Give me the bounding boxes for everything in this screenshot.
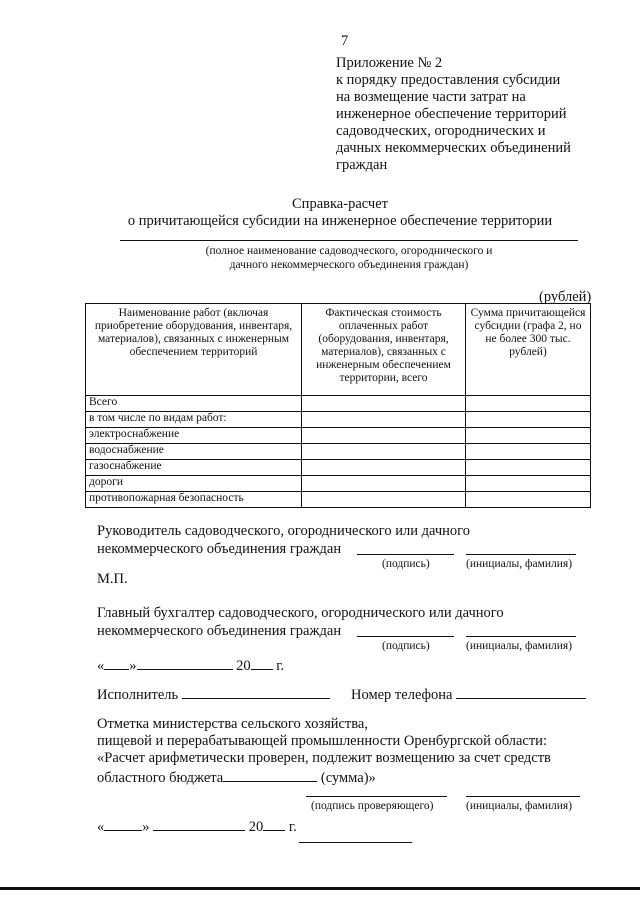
table-row xyxy=(86,476,591,492)
page-number: 7 xyxy=(341,33,349,49)
row-label: в том числе по видам работ: xyxy=(86,412,302,428)
accountant-sign-line2: некоммерческого объединения граждан xyxy=(97,623,342,639)
ministry-line3: «Расчет арифметически проверен, подлежит возмещению за счет средств xyxy=(97,750,551,766)
phone-label: Номер телефона xyxy=(351,687,453,703)
budget-label: областного бюджета xyxy=(97,770,224,786)
executor-row xyxy=(97,684,330,704)
year-prefix: 20 xyxy=(236,658,251,674)
stamp-label: М.П. xyxy=(97,571,128,587)
table-row xyxy=(86,492,591,508)
subsidy-cell[interactable] xyxy=(466,492,591,508)
appendix-line: инженерное обеспечение территорий xyxy=(336,106,567,122)
subsidy-cell[interactable] xyxy=(466,460,591,476)
cost-cell[interactable] xyxy=(302,396,466,412)
appendix-line: к порядку предоставления субсидии xyxy=(336,72,561,88)
head-sign-line2: некоммерческого объединения граждан xyxy=(97,541,342,557)
executor-label: Исполнитель xyxy=(97,687,179,703)
ministry-line4 xyxy=(97,767,376,787)
amount-field[interactable] xyxy=(223,767,317,782)
year-field[interactable] xyxy=(251,655,273,670)
org-name-line[interactable] xyxy=(120,240,578,241)
accountant-signature-field[interactable] xyxy=(357,636,454,637)
subsidy-cell[interactable] xyxy=(466,396,591,412)
signature-line[interactable] xyxy=(299,842,412,843)
row-label: газоснабжение xyxy=(86,460,302,476)
inspector-signature-field[interactable] xyxy=(306,796,447,797)
units-label: (рублей) xyxy=(539,289,592,305)
close-quote: » xyxy=(142,819,150,835)
document-subtitle: о причитающейся субсидии на инженерное обеспечение территории xyxy=(127,213,553,229)
row-label: Всего xyxy=(86,396,302,412)
cost-cell[interactable] xyxy=(302,492,466,508)
month-field[interactable] xyxy=(137,655,233,670)
open-quote: « xyxy=(97,819,105,835)
phone-row xyxy=(351,684,586,704)
year-field[interactable] xyxy=(263,816,285,831)
appendix-line: Приложение № 2 xyxy=(336,55,443,71)
head-name-caption: (инициалы, фамилия) xyxy=(466,558,573,570)
table-row xyxy=(86,412,591,428)
cost-cell[interactable] xyxy=(302,460,466,476)
month-field[interactable] xyxy=(153,816,245,831)
appendix-line: на возмещение части затрат на xyxy=(336,89,526,105)
subsidy-cell[interactable] xyxy=(466,476,591,492)
subsidy-cell[interactable] xyxy=(466,444,591,460)
ministry-line1: Отметка министерства сельского хозяйства, xyxy=(97,716,368,732)
head-sign-line1: Руководитель садоводческого, огороднического или дачного xyxy=(97,523,470,539)
phone-field[interactable] xyxy=(456,684,586,699)
appendix-line: дачных некоммерческих объединений xyxy=(336,140,571,156)
date-line-2 xyxy=(97,816,297,836)
table-row xyxy=(86,460,591,476)
row-label: электроснабжение xyxy=(86,428,302,444)
year-prefix: 20 xyxy=(248,819,264,835)
table-row xyxy=(86,396,591,412)
cost-cell[interactable] xyxy=(302,412,466,428)
appendix-block xyxy=(336,55,571,174)
inspector-name-caption: (инициалы, фамилия) xyxy=(466,800,573,812)
cost-cell[interactable] xyxy=(302,428,466,444)
open-quote: « xyxy=(97,658,105,674)
table-header-row xyxy=(86,304,591,396)
amount-caption: (сумма)» xyxy=(320,770,376,786)
cost-cell[interactable] xyxy=(302,444,466,460)
subsidy-cell[interactable] xyxy=(466,412,591,428)
org-caption-2: дачного некоммерческого объединения граждан) xyxy=(229,259,469,271)
ministry-line2: пищевой и перерабатывающей промышленности Оренбургской области: xyxy=(97,733,547,749)
header-works: Наименование работ (включая приобретение оборудования, инвентаря, материалов), связанных с инженерным обеспечением территорий xyxy=(86,304,302,396)
close-quote: » xyxy=(129,658,137,674)
org-caption-1: (полное наименование садоводческого, огороднического и xyxy=(205,245,493,257)
inspector-sig-caption: (подпись проверяющего) xyxy=(311,800,434,812)
table-row xyxy=(86,444,591,460)
row-label: противопожарная безопасность xyxy=(86,492,302,508)
year-suffix: г. xyxy=(288,819,297,835)
appendix-line: граждан xyxy=(336,157,388,173)
accountant-sig-caption: (подпись) xyxy=(382,640,430,652)
header-subsidy: Сумма причитающейся субсидии (графа 2, но не более 300 тыс. рублей) xyxy=(466,304,591,396)
year-suffix: г. xyxy=(276,658,285,674)
table-row xyxy=(86,428,591,444)
appendix-line: садоводческих, огороднических и xyxy=(336,123,546,139)
executor-field[interactable] xyxy=(182,684,330,699)
head-sig-caption: (подпись) xyxy=(382,558,430,570)
day-field[interactable] xyxy=(104,816,142,831)
accountant-name-caption: (инициалы, фамилия) xyxy=(466,640,573,652)
subsidy-table xyxy=(85,303,591,508)
day-field[interactable] xyxy=(104,655,129,670)
inspector-name-field[interactable] xyxy=(466,796,580,797)
row-label: водоснабжение xyxy=(86,444,302,460)
accountant-name-field[interactable] xyxy=(466,636,576,637)
subsidy-cell[interactable] xyxy=(466,428,591,444)
head-name-field[interactable] xyxy=(466,554,576,555)
head-signature-field[interactable] xyxy=(357,554,454,555)
date-line-1 xyxy=(97,655,284,675)
cost-cell[interactable] xyxy=(302,476,466,492)
page-bottom-border xyxy=(0,887,640,890)
document-title: Справка-расчет xyxy=(292,196,388,212)
accountant-sign-line1: Главный бухгалтер садоводческого, огороднического или дачного xyxy=(97,605,504,621)
row-label: дороги xyxy=(86,476,302,492)
header-actual-cost: Фактическая стоимость оплаченных работ (оборудования, инвентаря, материалов), связанных с инженерным обеспечением территории, всего xyxy=(302,304,466,396)
